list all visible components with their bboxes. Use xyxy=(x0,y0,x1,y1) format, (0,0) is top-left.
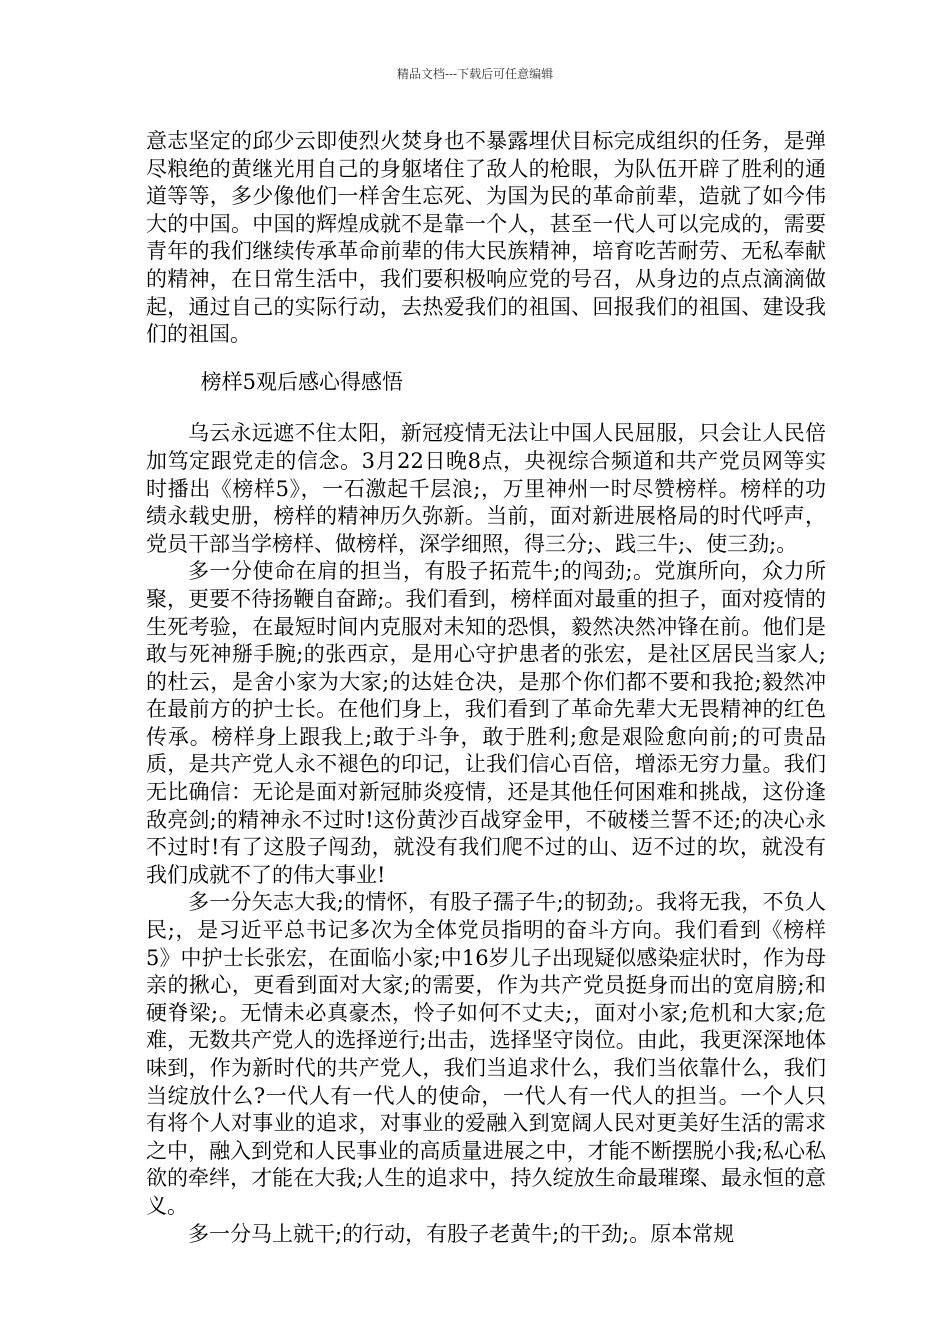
page-header: 精品文档---下载后可任意编辑 xyxy=(396,67,554,81)
paragraph-3: 多一分矢志大我;的情怀，有股子孺子牛;的韧劲;。我将无我，不负人民;，是习近平总书记多次为全体党员指明的奋斗方向。我们看到《榜样5》中护士长张宏，在面临小家;中16岁儿子出现疑似感染症状时，作为母亲的揪心，更看到面对大家;的需要，作为共产党员挺身而出的宽肩膀;和硬脊梁;。无情未必真豪杰，怜子如何不丈夫;，面对小家;危机和大家;危难，无数共产党人的选择逆行;出击，选择坚守岗位。由此，我更深深地体味到，作为新时代的共产党人，我们当追求什么，我们当依靠什么，我们当绽放什么?一代人有一代人的使命，一代人有一代人的担当。一个人只有将个人对事业的追求，对事业的爱融入到宽阔人民对更美好生活的需求之中，融入到党和人民事业的高质量进展之中，才能不断摆脱小我;私心私欲的牵绊，才能在大我;人生的追求中，持久绽放生命最璀璨、最永恒的意义。 xyxy=(146,890,826,1218)
document-body xyxy=(146,128,826,1248)
paragraph-2: 多一分使命在肩的担当，有股子拓荒牛;的闯劲;。党旗所向，众力所聚，更要不待扬鞭自奋蹄;。我们看到，榜样面对最重的担子，面对疫情的生死考验，在最短时间内克服对未知的恐惧，毅然决然冲锋在前。他们是敢与死神掰手腕;的张西京，是用心守护患者的张宏，是社区居民当家人;的杜云，是舍小家为大家;的达娃仓决，是那个你们都不要和我抢;毅然冲在最前方的护士长。在他们身上，我们看到了革命先辈大无畏精神的红色传承。榜样身上跟我上;敢于斗争，敢于胜利;愈是艰险愈向前;的可贵品质，是共产党人永不褪色的印记，让我们信心百倍，增添无穷力量。我们无比确信：无论是面对新冠肺炎疫情，还是其他任何困难和挑战，这份逢敌亮剑;的精神永不过时!这份黄沙百战穿金甲，不破楼兰誓不还;的决心永不过时!有了这股子闯劲，就没有我们爬不过的山、迈不过的坎，就没有我们成就不了的伟大事业! xyxy=(146,559,826,887)
paragraph-1: 乌云永远遮不住太阳，新冠疫情无法让中国人民屈服，只会让人民倍加笃定跟党走的信念。3月22日晚8点，央视综合频道和共产党员网等实时播出《榜样5》，一石激起千层浪;，万里神州一时尽赞榜样。榜样的功绩永载史册，榜样的精神历久弥新。当前，面对新进展格局的时代呼声，党员干部当学榜样、做榜样，深学细照，得三分;、践三牛;、使三劲;。 xyxy=(146,421,826,556)
paragraph-4: 多一分马上就干;的行动，有股子老黄牛;的干劲;。原本常规 xyxy=(188,1221,735,1246)
section-title: 榜样5观后感心得感悟 xyxy=(200,369,403,394)
intro-paragraph: 意志坚定的邱少云即使烈火焚身也不暴露埋伏目标完成组织的任务，是弹尽粮绝的黄继光用自己的身躯堵住了敌人的枪眼，为队伍开辟了胜利的通道等等，多少像他们一样舍生忘死、为国为民的革命前辈，造就了如今伟大的中国。中国的辉煌成就不是靠一个人，甚至一代人可以完成的，需要青年的我们继续传承革命前辈的伟大民族精神，培育吃苦耐劳、无私奉献的精神，在日常生活中，我们要积极响应党的号召，从身边的点点滴滴做起，通过自己的实际行动，去热爱我们的祖国、回报我们的祖国、建设我们的祖国。 xyxy=(146,129,826,347)
